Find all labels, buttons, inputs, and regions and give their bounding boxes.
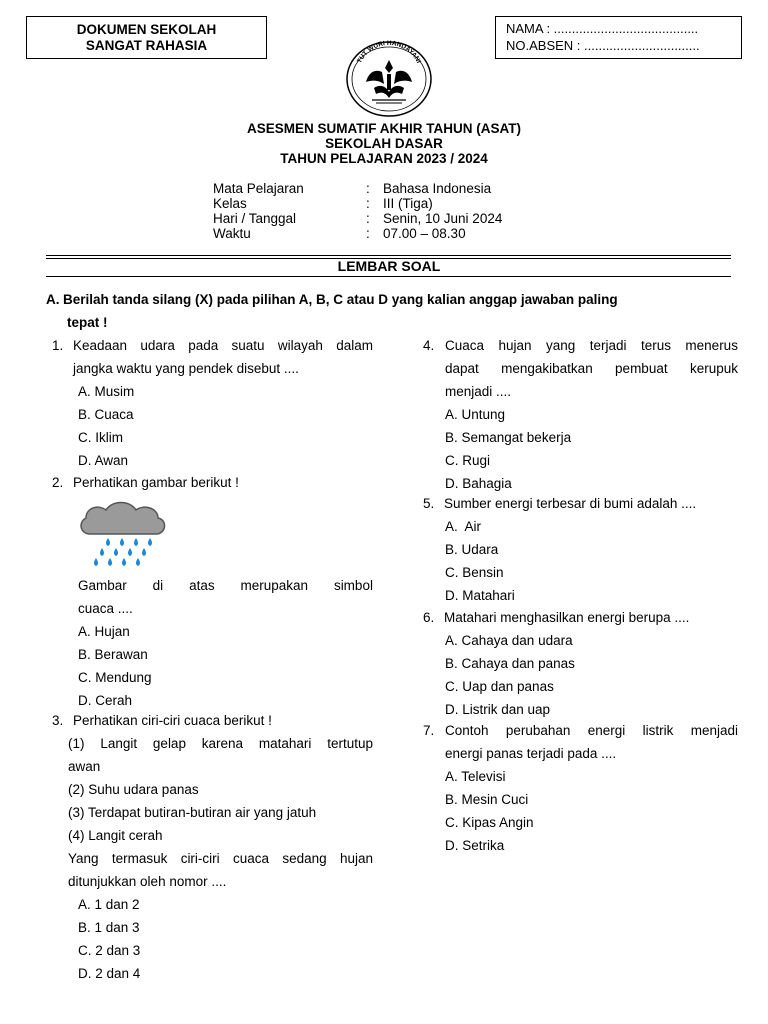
question-text: Sumber energi terbesar di bumi adalah .... bbox=[444, 496, 697, 511]
option-b[interactable]: B. Semangat bekerja bbox=[445, 430, 572, 445]
option-c[interactable]: C. Iklim bbox=[78, 430, 123, 445]
secret-line-2: SANGAT RAHASIA bbox=[85, 38, 208, 53]
word: suatu bbox=[231, 338, 265, 353]
secret-document-box bbox=[26, 16, 267, 59]
info-value: Senin, 10 Juni 2024 bbox=[383, 211, 503, 226]
word: dalam bbox=[336, 338, 373, 353]
option-a[interactable]: A. Hujan bbox=[78, 624, 130, 639]
option-c[interactable]: C. Kipas Angin bbox=[445, 815, 534, 830]
divider-bottom bbox=[46, 276, 731, 277]
instruction-letter: A. bbox=[46, 292, 60, 307]
option-b[interactable]: B. Cahaya dan panas bbox=[445, 656, 575, 671]
word: mengakibatkan bbox=[501, 361, 593, 376]
info-label: Kelas bbox=[213, 196, 247, 211]
option-d[interactable]: D. Bahagia bbox=[445, 476, 512, 491]
option-a[interactable]: A. Air bbox=[445, 519, 482, 534]
question-5 bbox=[423, 492, 738, 607]
word: terus bbox=[640, 338, 671, 353]
word: kerupuk bbox=[689, 361, 738, 376]
question-2-body bbox=[78, 574, 373, 712]
secret-line-1: DOKUMEN SEKOLAH bbox=[76, 22, 217, 37]
info-value: Bahasa Indonesia bbox=[383, 181, 492, 196]
question-1 bbox=[52, 334, 373, 472]
option-c[interactable]: C. Mendung bbox=[78, 670, 152, 685]
option-c[interactable]: C. Uap dan panas bbox=[445, 679, 554, 694]
option-a[interactable]: A. 1 dan 2 bbox=[78, 897, 140, 912]
info-sep: : bbox=[366, 196, 370, 211]
word: udara bbox=[140, 338, 175, 353]
item-2: (2) Suhu udara panas bbox=[68, 782, 199, 797]
question-text: jangka waktu yang pendek disebut .... bbox=[73, 361, 299, 376]
option-b[interactable]: B. Udara bbox=[445, 542, 499, 557]
divider-top bbox=[46, 255, 731, 256]
word: matahari bbox=[258, 736, 312, 751]
info-value: III (Tiga) bbox=[383, 196, 433, 211]
option-d[interactable]: D. Cerah bbox=[78, 693, 133, 708]
word: listrik bbox=[642, 723, 674, 738]
exam-title: ASESMEN SUMATIF AKHIR TAHUN (ASAT) bbox=[247, 121, 521, 136]
option-a[interactable]: A. Untung bbox=[445, 407, 506, 422]
option-a[interactable]: A. Musim bbox=[78, 384, 135, 399]
info-label: Hari / Tanggal bbox=[213, 211, 297, 226]
info-label: Mata Pelajaran bbox=[213, 181, 304, 196]
question-text: cuaca .... bbox=[78, 601, 133, 616]
question-number: 6. bbox=[423, 610, 435, 625]
question-number: 4. bbox=[423, 338, 435, 353]
option-a[interactable]: A. Cahaya dan udara bbox=[445, 633, 573, 648]
word: termasuk bbox=[111, 851, 168, 866]
option-c[interactable]: C. Bensin bbox=[445, 565, 504, 580]
word: hujan bbox=[339, 851, 373, 866]
word: (1) bbox=[68, 736, 85, 751]
word: Keadaan bbox=[73, 338, 128, 353]
word: wilayah bbox=[277, 338, 323, 353]
option-d[interactable]: D. Setrika bbox=[445, 838, 505, 853]
word: perubahan bbox=[505, 723, 571, 738]
option-d[interactable]: D. Listrik dan uap bbox=[445, 702, 551, 717]
word: energi bbox=[587, 723, 626, 738]
word: menjadi bbox=[690, 723, 738, 738]
question-number: 3. bbox=[52, 713, 64, 728]
question-number: 2. bbox=[52, 475, 64, 490]
info-sep: : bbox=[366, 226, 370, 241]
word: merupakan bbox=[240, 578, 309, 593]
question-6 bbox=[423, 606, 738, 721]
tut-wuri-handayani-logo bbox=[344, 40, 434, 118]
word: Cuaca bbox=[445, 338, 485, 353]
word: terjadi bbox=[589, 338, 627, 353]
word: cuaca bbox=[232, 851, 270, 866]
question-number: 1. bbox=[52, 338, 64, 353]
logo-motto: TUT WURI HANDAYANI bbox=[356, 40, 422, 65]
question-number: 5. bbox=[423, 496, 435, 511]
option-b[interactable]: B. Cuaca bbox=[78, 407, 134, 422]
word: Gambar bbox=[78, 578, 127, 593]
option-b[interactable]: B. Mesin Cuci bbox=[445, 792, 529, 807]
instruction-line-1: Berilah tanda silang (X) pada pilihan A, B, C atau D yang kalian anggap jawaban paling bbox=[63, 292, 618, 307]
item-3: (3) Terdapat butiran-butiran air yang jatuh bbox=[68, 805, 317, 820]
question-number: 7. bbox=[423, 723, 435, 738]
word: di bbox=[152, 578, 164, 593]
question-text: energi panas terjadi pada .... bbox=[445, 746, 617, 761]
student-identity-box bbox=[495, 16, 742, 59]
question-text: Perhatikan gambar berikut ! bbox=[73, 475, 239, 490]
question-text: menjadi .... bbox=[445, 384, 512, 399]
instruction-line-2: tepat ! bbox=[67, 315, 108, 330]
question-text: Matahari menghasilkan energi berupa .... bbox=[444, 610, 690, 625]
item-1-cont: awan bbox=[68, 759, 101, 774]
absen-field: NO.ABSEN : ................................ bbox=[506, 38, 700, 53]
option-d[interactable]: D. Awan bbox=[78, 453, 129, 468]
word: ciri-ciri bbox=[180, 851, 220, 866]
word: tertutup bbox=[327, 736, 373, 751]
item-4: (4) Langit cerah bbox=[68, 828, 163, 843]
option-b[interactable]: B. Berawan bbox=[78, 647, 148, 662]
word: Langit bbox=[100, 736, 138, 751]
word: Contoh bbox=[445, 723, 489, 738]
word: pembuat bbox=[615, 361, 668, 376]
option-d[interactable]: D. Matahari bbox=[445, 588, 515, 603]
question-text: Perhatikan ciri-ciri cuaca berikut ! bbox=[73, 713, 272, 728]
question-7 bbox=[423, 719, 738, 857]
info-sep: : bbox=[366, 181, 370, 196]
info-label: Waktu bbox=[213, 226, 251, 241]
word: pada bbox=[188, 338, 219, 353]
info-value: 07.00 – 08.30 bbox=[383, 226, 466, 241]
question-2 bbox=[52, 471, 373, 494]
option-c[interactable]: C. 2 dan 3 bbox=[78, 943, 141, 958]
word: dapat bbox=[445, 361, 479, 376]
word: yang bbox=[545, 338, 576, 353]
question-text: ditunjukkan oleh nomor .... bbox=[68, 874, 227, 889]
word: hujan bbox=[498, 338, 532, 353]
word: Yang bbox=[68, 851, 99, 866]
info-sep: : bbox=[366, 211, 370, 226]
name-field: NAMA : ........................................ bbox=[506, 21, 699, 36]
word: atas bbox=[189, 578, 215, 593]
word: simbol bbox=[333, 578, 373, 593]
question-3 bbox=[52, 709, 373, 985]
instruction bbox=[46, 288, 731, 334]
word: karena bbox=[201, 736, 244, 751]
option-b[interactable]: B. 1 dan 3 bbox=[78, 920, 140, 935]
rain-cloud-icon bbox=[78, 500, 168, 572]
word: sedang bbox=[282, 851, 327, 866]
option-a[interactable]: A. Televisi bbox=[445, 769, 506, 784]
school-year: TAHUN PELAJARAN 2023 / 2024 bbox=[280, 151, 488, 166]
word: gelap bbox=[152, 736, 186, 751]
word: menerus bbox=[685, 338, 738, 353]
school-level: SEKOLAH DASAR bbox=[325, 136, 443, 151]
sheet-title: LEMBAR SOAL bbox=[337, 258, 441, 274]
option-d[interactable]: D. 2 dan 4 bbox=[78, 966, 141, 981]
option-c[interactable]: C. Rugi bbox=[445, 453, 491, 468]
question-4 bbox=[423, 334, 738, 495]
